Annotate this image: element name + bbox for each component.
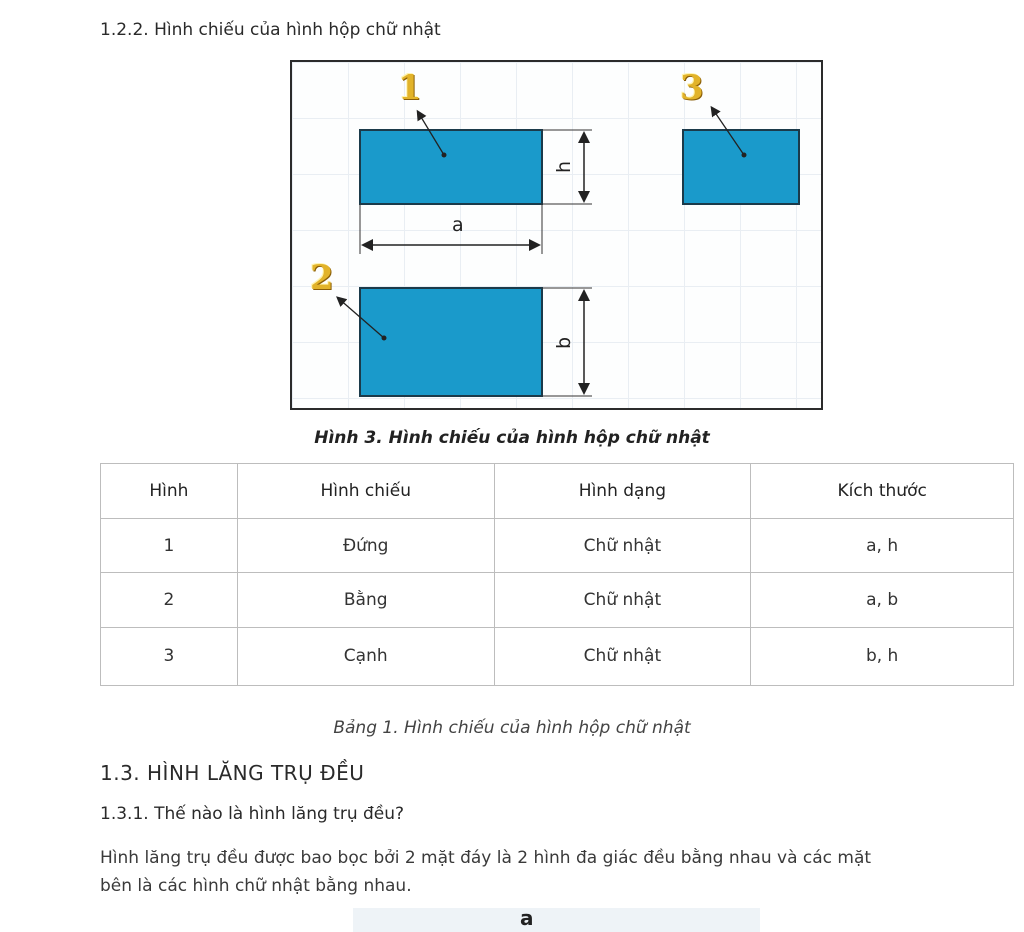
definition-paragraph <box>100 844 1015 900</box>
table-caption: Bảng 1. Hình chiếu của hình hộp chữ nhật <box>333 718 691 738</box>
section-title-1-2-2: 1.2.2. Hình chiếu của hình hộp chữ nhật <box>100 20 441 40</box>
section-title-1-3: 1.3. HÌNH LĂNG TRỤ ĐỀU <box>100 761 365 785</box>
table-cell: Bằng <box>237 573 494 627</box>
figure-caption: Hình 3. Hình chiếu của hình hộp chữ nhật <box>314 428 710 448</box>
header-cell: Hình chiếu <box>237 464 494 519</box>
badge-3: 3 <box>680 68 704 108</box>
front-view-rect <box>360 130 542 204</box>
prism-figure-partial <box>353 908 760 932</box>
table-cell: Chữ nhật <box>494 627 751 685</box>
top-view-rect <box>360 288 542 396</box>
header-cell: Hình <box>101 464 238 519</box>
table-row <box>101 627 1014 685</box>
projection-table <box>100 463 1014 686</box>
table-cell: a, b <box>751 573 1014 627</box>
paragraph-line: bên là các hình chữ nhật bằng nhau. <box>100 876 412 896</box>
side-view-rect <box>683 130 799 204</box>
header-cell: Hình dạng <box>494 464 751 519</box>
badge-2: 2 <box>310 258 334 298</box>
table-cell: Cạnh <box>237 627 494 685</box>
table-cell: Chữ nhật <box>494 519 751 573</box>
projection-drawing <box>292 62 821 408</box>
table-cell: Chữ nhật <box>494 573 751 627</box>
dim-label-h: h <box>553 160 576 174</box>
table-cell: Đứng <box>237 519 494 573</box>
dim-label-b: b <box>553 336 576 350</box>
badge-1: 1 <box>398 68 422 108</box>
table-cell: b, h <box>751 627 1014 685</box>
table-row <box>101 519 1014 573</box>
table-row <box>101 573 1014 627</box>
dim-label-a: a <box>452 214 464 236</box>
projection-figure <box>290 60 823 410</box>
table-cell: 1 <box>101 519 238 573</box>
table-cell: 3 <box>101 627 238 685</box>
table-cell: a, h <box>751 519 1014 573</box>
prism-label-a: a <box>520 906 534 930</box>
header-cell: Kích thước <box>751 464 1014 519</box>
subsection-title-1-3-1: 1.3.1. Thế nào là hình lăng trụ đều? <box>100 804 405 824</box>
table-cell: 2 <box>101 573 238 627</box>
paragraph-line: Hình lăng trụ đều được bao bọc bởi 2 mặt đáy là 2 hình đa giác đều bằng nhau và các mặt <box>100 848 872 868</box>
table-header-row <box>101 464 1014 519</box>
